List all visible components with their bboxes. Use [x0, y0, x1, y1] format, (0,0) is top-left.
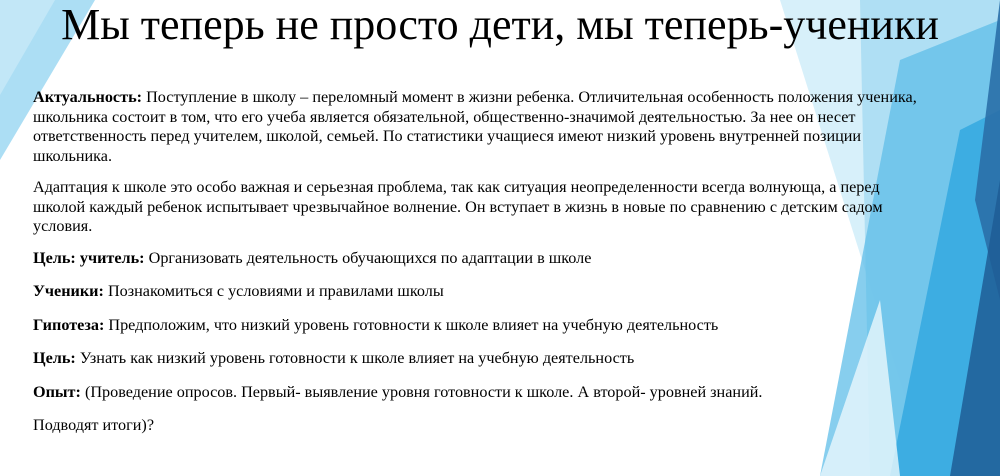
- paragraph-text: Узнать как низкий уровень готовности к школе влияет на учебную деятельность: [75, 349, 635, 367]
- paragraph-hypothesis: [33, 316, 933, 336]
- paragraph-text: (Проведение опросов. Первый- выявление уровня готовности к школе. А второй- уровней знаний.: [80, 382, 763, 401]
- paragraph-experiment: [33, 383, 933, 403]
- paragraph-label: Цель:: [33, 349, 76, 367]
- paragraph-relevance: [33, 88, 933, 166]
- paragraph-goal: [33, 349, 933, 369]
- paragraph-text: Адаптация к школе это особо важная и серьезная проблема, так как ситуация неопределенности всегда волнующа, а перед школой каждый ребенок испытывает чрезвычайное волнение. Он вступает в жизнь в новые по сравнению с детским садом условия.: [33, 178, 883, 235]
- paragraph-goal-teacher: [33, 249, 933, 269]
- paragraph-text: Предположим, что низкий уровень готовности к школе влияет на учебную деятельность: [104, 315, 719, 334]
- paragraph-label: Опыт:: [33, 382, 81, 401]
- paragraph-text: Познакомиться с условиями и правилами школы: [103, 282, 444, 300]
- paragraph-summary: [33, 416, 933, 436]
- paragraph-label: Гипотеза:: [33, 315, 105, 334]
- paragraph-label: Цель: учитель:: [33, 248, 145, 267]
- paragraph-adaptation: [33, 178, 933, 237]
- paragraph-text: Поступление в школу – переломный момент в жизни ребенка. Отличительная особенность положения ученика, школьника состоит в том, что его учеба является обязательной, общественно-значимой деятельностью. За нее он несет ответственность перед учителем, школой, семьей. По статистики учащиеся имеют низкий уровень внутренней позиции школьника.: [33, 88, 917, 165]
- paragraph-label: Актуальность:: [33, 88, 143, 106]
- paragraph-students: [33, 282, 933, 302]
- slide-title: Мы теперь не просто дети, мы теперь-ученики: [61, 0, 939, 49]
- paragraph-text: Организовать деятельность обучающихся по адаптации в школе: [144, 248, 592, 267]
- paragraph-label: Ученики:: [33, 282, 104, 300]
- slide-body: [33, 88, 933, 450]
- paragraph-text: Подводят итоги)?: [33, 416, 155, 434]
